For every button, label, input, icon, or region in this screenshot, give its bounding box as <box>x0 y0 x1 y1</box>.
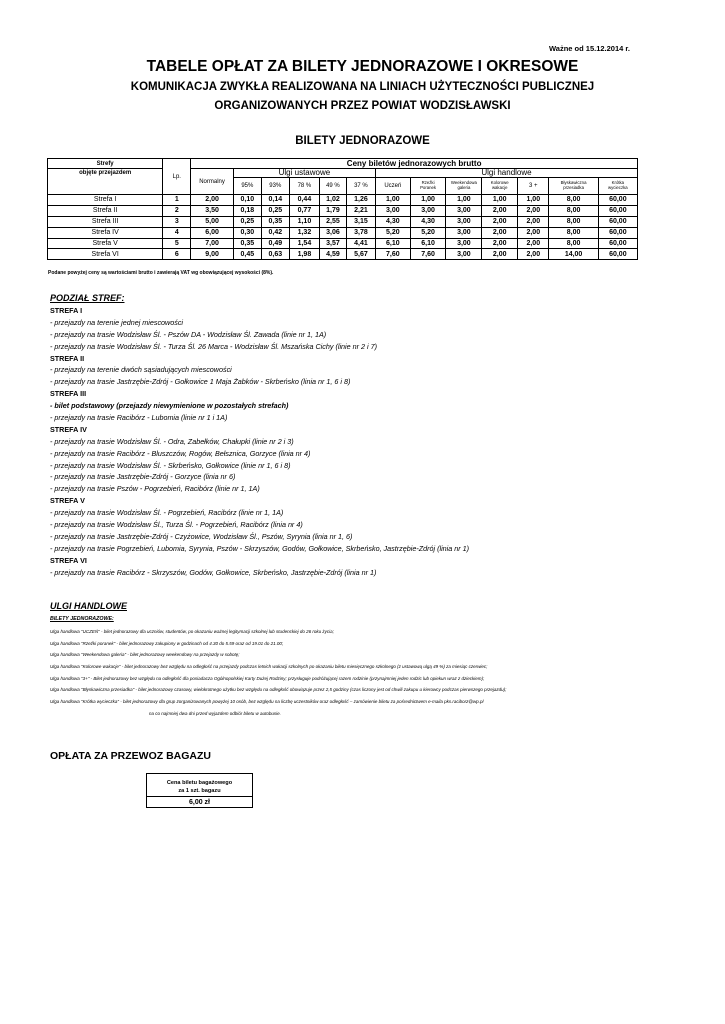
zone-name: Strefa II <box>48 205 163 216</box>
commercial-price: 3,00 <box>446 238 482 249</box>
commercial-col-header-line: Weekendowa <box>450 180 477 186</box>
commercial-price: 7,60 <box>375 249 410 260</box>
commercial-price: 8,00 <box>549 227 598 238</box>
statutory-price: 0,14 <box>261 195 289 206</box>
zone-route: - przejazdy na trasie Racibórz - Skrzyszów, Godów, Gołkowice, Skrbeńsko, Jastrzębie-Zdrój (linia nr 1) <box>50 567 377 577</box>
statutory-price: 1,32 <box>289 227 319 238</box>
commercial-price: 2,00 <box>518 216 549 227</box>
zone-route: - przejazdy na trasie Wodzisław Śl. - Odra, Zabełków, Chałupki (linie nr 2 i 3) <box>50 436 294 446</box>
commercial-price: 8,00 <box>549 238 598 249</box>
statutory-price: 1,10 <box>289 216 319 227</box>
row-number: 2 <box>163 205 191 216</box>
commercial-discounts-list <box>50 626 670 720</box>
commercial-col-header <box>482 178 518 195</box>
discount-description: Ulga handlowa "Błyskawiczna przesiadka" - bilet jednorazowy czasowy, wielokrotnego użytku bez względu na odległość obowiązuje przez 2,5 godziny (czas liczony jest od chwili zakupu u kierowcy podczas pierwszego przejazdu); <box>50 687 507 693</box>
commercial-price: 6,10 <box>375 238 410 249</box>
statutory-price: 0,45 <box>233 249 261 260</box>
zone-route: - przejazdy na trasie Wodzisław Śl. - Turza Śl. 26 Marca - Wodzisław Śl. Mszańska Cichy (linie nr 2 i 7) <box>50 341 377 351</box>
zones-section <box>50 293 650 578</box>
zone-route: - przejazdy na trasie Wodzisław Śl. - Pszów DA - Wodzisław Śl. Zawada (linie nr 1, 1A) <box>50 329 327 339</box>
commercial-price: 2,00 <box>518 249 549 260</box>
statutory-col-header: 49 % <box>320 178 347 195</box>
statutory-price: 4,59 <box>320 249 347 260</box>
statutory-price: 0,77 <box>289 205 319 216</box>
statutory-price: 1,79 <box>320 205 347 216</box>
commercial-price: 2,00 <box>482 249 518 260</box>
row-number: 4 <box>163 227 191 238</box>
discount-description: Ulga handlowa "UCZEŃ" - bilet jednorazowy dla uczniów, studentów, po okazaniu ważnej legitymacji szkolnej lub studenckiej do 26 roku życia; <box>50 629 334 634</box>
commercial-price: 8,00 <box>549 195 598 206</box>
commercial-col-header <box>375 178 410 195</box>
header-normal: Normalny <box>191 169 234 195</box>
discount-description: na co najmniej dwa dni przed wyjazdem odbiór biletu w autobusie. <box>149 710 281 716</box>
commercial-price: 60,00 <box>598 227 637 238</box>
statutory-price: 0,49 <box>261 238 289 249</box>
commercial-price: 1,00 <box>375 195 410 206</box>
normal-price: 9,00 <box>191 249 234 260</box>
zone-heading: STREFA II <box>50 353 85 363</box>
zone-name: Strefa V <box>48 238 163 249</box>
commercial-col-header-line: wakacje <box>491 185 508 190</box>
commercial-price: 3,00 <box>446 205 482 216</box>
commercial-price: 6,10 <box>410 238 446 249</box>
statutory-price: 0,44 <box>289 195 319 206</box>
zone-heading: STREFA V <box>50 496 85 506</box>
zone-name: Strefa III <box>48 216 163 227</box>
discount-description: Ulga handlowa "Krótka wycieczka" - bilet jednorazowy dla grup zorganizowanych powyżej 10 osób, bez względu na liczbę uczestników oraz odległość – zamówienie biletu za pośrednictwem e-maila pks.raciborz@wp.pl <box>50 699 484 705</box>
header-commercial-discounts: Ulgi handlowe <box>375 169 637 178</box>
normal-price: 6,00 <box>191 227 234 238</box>
statutory-price: 0,42 <box>261 227 289 238</box>
statutory-price: 0,25 <box>233 216 261 227</box>
header-statutory-discounts: Ulgi ustawowe <box>233 169 375 178</box>
commercial-price: 4,30 <box>410 216 446 227</box>
statutory-price: 1,02 <box>320 195 347 206</box>
price-footnote: Podane powyżej ceny są wartościami brutto i zawierają VAT wg obowiązującej wysokości (8%). <box>48 270 274 276</box>
commercial-col-header-line: przesiadka <box>563 185 584 190</box>
commercial-price: 14,00 <box>549 249 598 260</box>
commercial-price: 1,00 <box>518 195 549 206</box>
discount-description: Ulga handlowa "3+" - Bilet jednorazowy bez względu na odległość dla posiadacza Ogólnopolskiej Karty Dużej Rodziny; przysługuje podróżującej razem rodzinie (przynajmniej jeden rodzic lub opiekun wraz z dzieckiem); <box>50 675 485 681</box>
statutory-price: 1,54 <box>289 238 319 249</box>
commercial-col-header-line: Poranek <box>420 185 437 190</box>
commercial-price: 3,00 <box>375 205 410 216</box>
commercial-col-header <box>410 178 446 195</box>
zone-heading: STREFA I <box>50 306 83 315</box>
baggage-heading: OPŁATA ZA PRZEWOZ BAGAZU <box>50 750 211 762</box>
statutory-price: 3,57 <box>320 238 347 249</box>
statutory-price: 0,10 <box>233 195 261 206</box>
zones-heading: PODZIAŁ STREF: <box>50 293 125 303</box>
commercial-col-header <box>598 178 637 195</box>
commercial-price: 5,20 <box>375 227 410 238</box>
normal-price: 3,50 <box>191 205 234 216</box>
commercial-col-header-line: Kolorowe <box>490 180 509 186</box>
commercial-col-header <box>446 178 482 195</box>
commercial-price: 2,00 <box>482 205 518 216</box>
commercial-price: 60,00 <box>598 249 637 260</box>
statutory-price: 0,18 <box>233 205 261 216</box>
commercial-price: 2,00 <box>482 227 518 238</box>
statutory-price: 5,67 <box>346 249 375 260</box>
commercial-price: 1,00 <box>446 195 482 206</box>
commercial-col-header-line: 3 + <box>529 183 538 189</box>
commercial-price: 5,20 <box>410 227 446 238</box>
page-title: TABELE OPŁAT ZA BILETY JEDNORAZOWE I OKRESOWE <box>146 58 579 75</box>
statutory-price: 3,06 <box>320 227 347 238</box>
statutory-price: 1,26 <box>346 195 375 206</box>
commercial-col-header <box>518 178 549 195</box>
commercial-price: 60,00 <box>598 216 637 227</box>
subtitle-line-2: ORGANIZOWANYCH PRZEZ POWIAT WODZISŁAWSKI <box>214 100 511 112</box>
commercial-price: 7,60 <box>410 249 446 260</box>
zone-route: - przejazdy na trasie Pszów - Pogrzebień, Racibórz (linie nr 1, 1A) <box>50 484 260 494</box>
zone-route: - przejazdy na trasie Wodzisław Śl. - Skrbeńsko, Gołkowice (linie nr 1, 6 i 8) <box>50 460 291 470</box>
commercial-discounts-subheading: BILETY JEDNORAZOWE: <box>50 616 114 622</box>
normal-price: 5,00 <box>191 216 234 227</box>
zone-heading: STREFA III <box>50 389 87 399</box>
header-zones-covered: objęte przejazdem <box>48 169 163 195</box>
statutory-price: 0,30 <box>233 227 261 238</box>
zone-route: - przejazdy na trasie Pogrzebień, Lubomia, Syrynia, Pszów - Skrzyszów, Godów, Gołkowice, Skrbeńsko, Jastrzębie-Zdrój (linia nr 1) <box>50 543 470 553</box>
header-prices: Ceny biletów jednorazowych brutto <box>191 159 638 169</box>
header-zones: Strefy <box>48 159 163 169</box>
commercial-price: 4,30 <box>375 216 410 227</box>
section-title-single-tickets: BILETY JEDNORAZOWE <box>295 135 430 147</box>
commercial-price: 2,00 <box>482 238 518 249</box>
statutory-col-header: 95% <box>233 178 261 195</box>
statutory-col-header: 37 % <box>346 178 375 195</box>
commercial-price: 60,00 <box>598 195 637 206</box>
table-row <box>48 216 638 227</box>
commercial-price: 60,00 <box>598 205 637 216</box>
header-lp: Lp. <box>163 159 191 195</box>
commercial-col-header-line: Krótka <box>611 180 625 186</box>
statutory-price: 0,63 <box>261 249 289 260</box>
commercial-col-header-line: Błyskawiczna <box>560 180 587 186</box>
row-number: 6 <box>163 249 191 260</box>
zone-name: Strefa VI <box>48 249 163 260</box>
commercial-col-header-line: Rzeźki <box>421 180 435 186</box>
baggage-header-1: Cena biletu bagażowego <box>147 774 253 786</box>
statutory-price: 1,98 <box>289 249 319 260</box>
table-row <box>48 227 638 238</box>
zone-heading: STREFA VI <box>50 555 87 565</box>
table-row <box>48 249 638 260</box>
statutory-price: 3,78 <box>346 227 375 238</box>
statutory-price: 4,41 <box>346 238 375 249</box>
commercial-col-header-line: galeria <box>457 185 471 190</box>
zone-route: - przejazdy na trasie Jastrzębie-Zdrój - Gorzyce (linia nr 6) <box>50 472 236 482</box>
baggage-table <box>146 773 253 808</box>
commercial-price: 2,00 <box>482 216 518 227</box>
commercial-price: 2,00 <box>518 205 549 216</box>
zone-route: - przejazdy na terenie dwóch sąsiadujących miescowości <box>50 365 232 375</box>
commercial-col-header <box>549 178 598 195</box>
statutory-price: 0,35 <box>233 238 261 249</box>
statutory-price: 2,55 <box>320 216 347 227</box>
normal-price: 7,00 <box>191 238 234 249</box>
normal-price: 2,00 <box>191 195 234 206</box>
subtitle-line-1: KOMUNIKACJA ZWYKŁA REALIZOWANA NA LINIACH UŻYTECZNOŚCI PUBLICZNEJ <box>130 81 595 93</box>
commercial-discounts-heading: ULGI HANDLOWE <box>50 601 127 611</box>
commercial-price: 2,00 <box>518 227 549 238</box>
zone-route: - przejazdy na trasie Wodzisław Śl. - Pogrzebień, Racibórz (linie nr 1, 1A) <box>50 508 284 518</box>
zone-name: Strefa IV <box>48 227 163 238</box>
valid-from-date: Ważne od 15.12.2014 r. <box>548 44 630 53</box>
discount-description: Ulga handlowa "Weekendowa galeria" - bilet jednorazowy weekendowy na przejazdy w sobotę; <box>50 652 240 658</box>
commercial-price: 1,00 <box>410 195 446 206</box>
commercial-price: 1,00 <box>482 195 518 206</box>
discount-description: Ulga handlowa "Kolorowe wakacje" - bilet jednorazowy bez względu na odległość na przejazdy podczas letnich wakacji szkolnych po okazaniu biletu miesięcznego szkolnego (z ustawową ulgą 49 %) za miesiąc czerwiec; <box>50 664 488 670</box>
statutory-col-header: 78 % <box>289 178 319 195</box>
row-number: 3 <box>163 216 191 227</box>
commercial-price: 3,00 <box>446 227 482 238</box>
zone-name: Strefa I <box>48 195 163 206</box>
commercial-col-header-line: Uczeń <box>384 183 402 189</box>
zone-route: - przejazdy na trasie Jastrzębie-Zdrój - Gołkowice 1 Maja Żabków - Skrbeńsko (linia nr 1, 6 i 8) <box>50 377 351 387</box>
zone-route: - bilet podstawowy (przejazdy niewymienione w pozostałych strefach) <box>50 401 289 411</box>
baggage-price: 6,00 zł <box>147 797 253 808</box>
commercial-price: 2,00 <box>518 238 549 249</box>
zone-route: - przejazdy na trasie Jastrzębie-Zdrój - Czyżowice, Wodzisław Śl., Pszów, Syrynia (linia nr 1, 6) <box>50 531 353 541</box>
commercial-price: 60,00 <box>598 238 637 249</box>
statutory-price: 3,15 <box>346 216 375 227</box>
commercial-price: 3,00 <box>446 216 482 227</box>
baggage-header-2: za 1 szt. bagazu <box>147 786 253 797</box>
commercial-price: 3,00 <box>410 205 446 216</box>
zone-route: - przejazdy na trasie Racibórz - Bluszczów, Rogów, Bełsznica, Gorzyce (linia nr 4) <box>50 448 311 458</box>
row-number: 1 <box>163 195 191 206</box>
table-row <box>48 205 638 216</box>
table-row <box>48 195 638 206</box>
row-number: 5 <box>163 238 191 249</box>
fare-table <box>47 158 638 260</box>
commercial-price: 8,00 <box>549 216 598 227</box>
statutory-col-header: 93% <box>261 178 289 195</box>
commercial-price: 3,00 <box>446 249 482 260</box>
zone-heading: STREFA IV <box>50 424 87 434</box>
commercial-price: 8,00 <box>549 205 598 216</box>
zone-route: - przejazdy na trasie Racibórz - Lubomia (linie nr 1 i 1A) <box>50 413 228 423</box>
statutory-price: 2,21 <box>346 205 375 216</box>
discount-description: Ulga handlowa "Rzeźki poranek" - bilet jednorazowy zakupiony w godzinach od 4.30 do 5.59 oraz od 19.01 do 21.00; <box>50 640 284 646</box>
commercial-col-header-line: wycieczka <box>608 185 628 190</box>
table-row <box>48 238 638 249</box>
statutory-price: 0,35 <box>261 216 289 227</box>
zone-route: - przejazdy na terenie jednej miescowości <box>50 317 184 327</box>
statutory-price: 0,25 <box>261 205 289 216</box>
zone-route: - przejazdy na trasie Wodzisław Śl., Turza Śl. - Pogrzebień, Racibórz (linia nr 4) <box>50 520 303 530</box>
